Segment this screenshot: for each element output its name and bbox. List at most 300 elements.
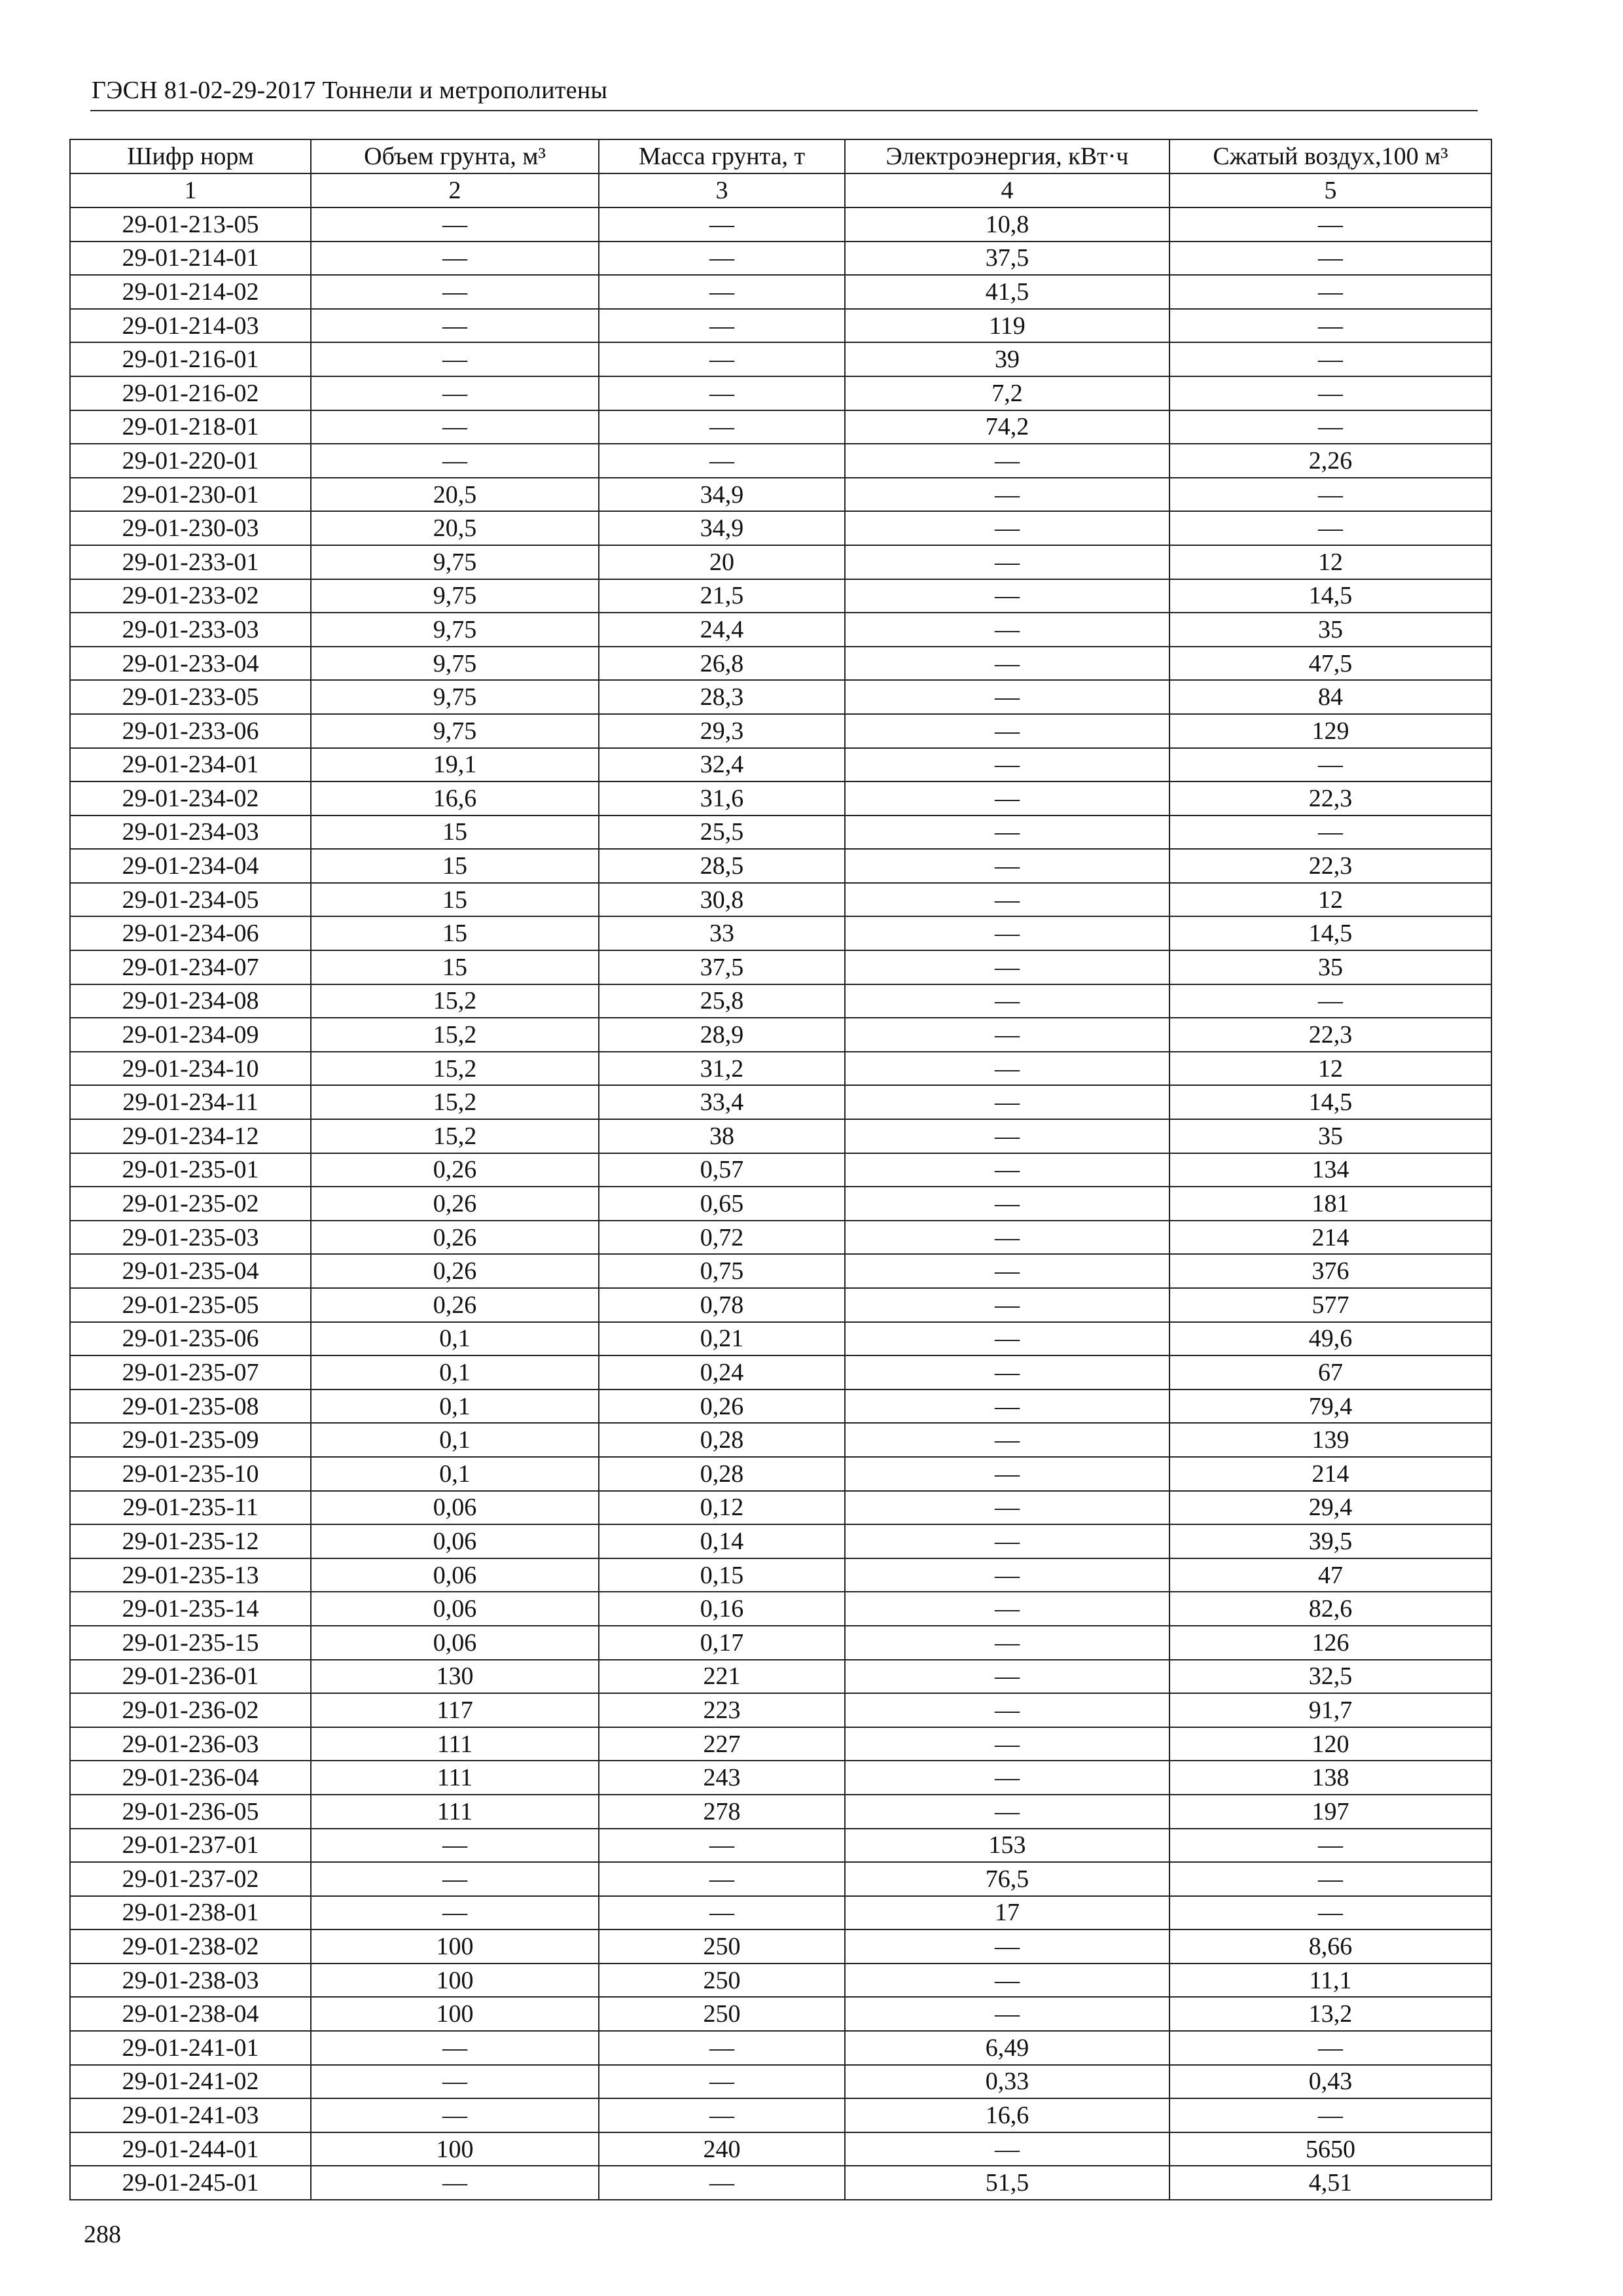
cell-soil-volume: 19,1 [311,748,599,782]
cell-code: 29-01-233-01 [70,545,311,579]
cell-code: 29-01-235-10 [70,1457,311,1491]
table-body [70,207,1491,2200]
table-row [70,444,1491,478]
table-row [70,1221,1491,1255]
cell-soil-volume: 0,06 [311,1592,599,1626]
column-number: 4 [845,173,1169,207]
cell-soil-volume: 0,1 [311,1423,599,1457]
cell-code: 29-01-230-01 [70,478,311,512]
cell-code: 29-01-237-01 [70,1829,311,1863]
cell-electricity: — [845,1119,1169,1153]
cell-soil-volume: — [311,2031,599,2065]
cell-electricity: — [845,1693,1169,1727]
cell-code: 29-01-213-05 [70,207,311,242]
cell-compressed-air: 12 [1169,545,1491,579]
cell-soil-volume: — [311,2098,599,2132]
cell-compressed-air: 49,6 [1169,1322,1491,1356]
cell-code: 29-01-235-05 [70,1288,311,1322]
cell-soil-mass: 34,9 [599,511,845,545]
cell-compressed-air: 376 [1169,1254,1491,1288]
cell-electricity: — [845,1153,1169,1187]
table-row [70,2132,1491,2166]
cell-soil-mass: 250 [599,1929,845,1964]
cell-soil-mass: — [599,2098,845,2132]
cell-electricity: — [845,545,1169,579]
table-row [70,545,1491,579]
cell-code: 29-01-236-03 [70,1727,311,1761]
cell-electricity: 41,5 [845,275,1169,309]
cell-electricity: — [845,916,1169,950]
cell-code: 29-01-220-01 [70,444,311,478]
table-row [70,1288,1491,1322]
table-row [70,1457,1491,1491]
table-row [70,1119,1491,1153]
cell-soil-volume: 9,75 [311,714,599,748]
cell-code: 29-01-235-09 [70,1423,311,1457]
cell-code: 29-01-216-01 [70,342,311,376]
cell-code: 29-01-235-04 [70,1254,311,1288]
cell-soil-volume: 9,75 [311,647,599,681]
cell-compressed-air: 8,66 [1169,1929,1491,1964]
cell-code: 29-01-234-04 [70,849,311,883]
cell-soil-mass: 37,5 [599,950,845,984]
cell-soil-mass: 33,4 [599,1085,845,1119]
cell-code: 29-01-234-01 [70,748,311,782]
running-header-title: ГЭСН 81-02-29-2017 Тоннели и метрополитены [92,77,608,104]
cell-compressed-air: — [1169,410,1491,444]
cell-electricity: — [845,647,1169,681]
cell-soil-mass: — [599,376,845,410]
cell-soil-volume: — [311,275,599,309]
cell-compressed-air: — [1169,207,1491,242]
cell-electricity: 6,49 [845,2031,1169,2065]
cell-soil-volume: 20,5 [311,478,599,512]
table-row [70,275,1491,309]
cell-compressed-air: — [1169,816,1491,850]
table-row [70,511,1491,545]
cell-soil-mass: 0,12 [599,1491,845,1525]
cell-electricity: — [845,511,1169,545]
table-row [70,1693,1491,1727]
cell-code: 29-01-238-03 [70,1964,311,1998]
cell-code: 29-01-235-11 [70,1491,311,1525]
table-row [70,1896,1491,1930]
cell-electricity: 17 [845,1896,1169,1930]
cell-soil-volume: — [311,1829,599,1863]
cell-soil-volume: 9,75 [311,579,599,613]
column-header-code: Шифр норм [70,139,311,173]
cell-electricity: — [845,444,1169,478]
table-row [70,1018,1491,1052]
table-row [70,2166,1491,2200]
column-number: 3 [599,173,845,207]
cell-soil-mass: — [599,410,845,444]
column-header-soil-mass: Масса грунта, т [599,139,845,173]
cell-soil-volume: 9,75 [311,680,599,714]
cell-compressed-air: 47,5 [1169,647,1491,681]
cell-electricity: — [845,2132,1169,2166]
cell-electricity: — [845,883,1169,917]
cell-code: 29-01-241-01 [70,2031,311,2065]
cell-electricity: 0,33 [845,2065,1169,2099]
column-number: 2 [311,173,599,207]
table-row [70,579,1491,613]
cell-compressed-air: — [1169,478,1491,512]
cell-soil-volume: 100 [311,1929,599,1964]
cell-electricity: — [845,1254,1169,1288]
cell-compressed-air: 84 [1169,680,1491,714]
cell-code: 29-01-236-05 [70,1795,311,1829]
cell-electricity: — [845,1626,1169,1660]
cell-soil-volume: 15,2 [311,1119,599,1153]
table-row [70,207,1491,242]
table-row [70,748,1491,782]
table-row [70,342,1491,376]
cell-soil-mass: 25,8 [599,984,845,1018]
cell-compressed-air: — [1169,275,1491,309]
cell-soil-mass: 0,21 [599,1322,845,1356]
cell-electricity: — [845,781,1169,816]
cell-compressed-air: 126 [1169,1626,1491,1660]
table-row [70,1592,1491,1626]
cell-code: 29-01-234-03 [70,816,311,850]
cell-compressed-air: — [1169,242,1491,276]
cell-soil-mass: 0,65 [599,1187,845,1221]
table-row [70,2098,1491,2132]
cell-compressed-air: — [1169,1896,1491,1930]
cell-soil-volume: 0,06 [311,1491,599,1525]
cell-electricity: — [845,1795,1169,1829]
cell-soil-volume: 130 [311,1660,599,1694]
table-row [70,849,1491,883]
cell-soil-mass: 20 [599,545,845,579]
cell-compressed-air: — [1169,376,1491,410]
cell-soil-volume: 15 [311,883,599,917]
cell-code: 29-01-234-07 [70,950,311,984]
table-row [70,950,1491,984]
cell-code: 29-01-236-02 [70,1693,311,1727]
table-row [70,1964,1491,1998]
cell-compressed-air: 4,51 [1169,2166,1491,2200]
cell-soil-volume: 9,75 [311,545,599,579]
cell-electricity: — [845,1929,1169,1964]
cell-electricity: — [845,984,1169,1018]
cell-soil-volume: 15 [311,816,599,850]
cell-electricity: — [845,714,1169,748]
table-row [70,1727,1491,1761]
cell-electricity: 39 [845,342,1169,376]
cell-soil-mass: 38 [599,1119,845,1153]
cell-code: 29-01-235-15 [70,1626,311,1660]
cell-soil-volume: 111 [311,1795,599,1829]
cell-soil-mass: — [599,207,845,242]
table-row [70,816,1491,850]
resource-norms-table [69,139,1492,2200]
cell-electricity: — [845,1390,1169,1424]
cell-electricity: 119 [845,309,1169,343]
cell-electricity: — [845,1660,1169,1694]
cell-soil-volume: 0,06 [311,1524,599,1558]
cell-soil-volume: — [311,376,599,410]
cell-compressed-air: 22,3 [1169,849,1491,883]
table-row [70,1626,1491,1660]
cell-compressed-air: 29,4 [1169,1491,1491,1525]
cell-electricity: 76,5 [845,1862,1169,1896]
cell-electricity: — [845,1052,1169,1086]
cell-soil-mass: 28,5 [599,849,845,883]
table-row [70,883,1491,917]
cell-soil-mass: 0,15 [599,1558,845,1592]
cell-code: 29-01-245-01 [70,2166,311,2200]
cell-soil-volume: 15 [311,849,599,883]
cell-code: 29-01-235-13 [70,1558,311,1592]
cell-soil-volume: 15,2 [311,1052,599,1086]
cell-electricity: 16,6 [845,2098,1169,2132]
cell-soil-volume: — [311,309,599,343]
cell-compressed-air: 13,2 [1169,1997,1491,2031]
cell-code: 29-01-235-07 [70,1355,311,1390]
cell-soil-mass: 278 [599,1795,845,1829]
cell-soil-mass: — [599,444,845,478]
cell-code: 29-01-236-01 [70,1660,311,1694]
cell-soil-volume: 0,26 [311,1187,599,1221]
cell-compressed-air: 12 [1169,1052,1491,1086]
cell-soil-volume: 15 [311,916,599,950]
cell-code: 29-01-214-03 [70,309,311,343]
cell-soil-mass: — [599,275,845,309]
cell-electricity: — [845,1322,1169,1356]
cell-compressed-air: 82,6 [1169,1592,1491,1626]
cell-electricity: — [845,1761,1169,1795]
cell-code: 29-01-233-06 [70,714,311,748]
cell-soil-volume: 15 [311,950,599,984]
cell-soil-volume: 15,2 [311,984,599,1018]
cell-soil-volume: 0,26 [311,1153,599,1187]
cell-electricity: 37,5 [845,242,1169,276]
cell-soil-mass: — [599,2065,845,2099]
cell-soil-volume: 16,6 [311,781,599,816]
cell-soil-volume: 100 [311,1964,599,1998]
cell-soil-mass: 0,14 [599,1524,845,1558]
table-row [70,1254,1491,1288]
table-row [70,1660,1491,1694]
page-number: 288 [84,2221,121,2248]
cell-code: 29-01-233-04 [70,647,311,681]
cell-electricity: — [845,1423,1169,1457]
cell-soil-mass: 33 [599,916,845,950]
cell-compressed-air: 0,43 [1169,2065,1491,2099]
cell-soil-mass: 240 [599,2132,845,2166]
cell-compressed-air: — [1169,1829,1491,1863]
cell-soil-volume: 0,06 [311,1626,599,1660]
cell-compressed-air: 79,4 [1169,1390,1491,1424]
cell-soil-mass: 250 [599,1997,845,2031]
cell-electricity: — [845,748,1169,782]
cell-electricity: — [845,1592,1169,1626]
cell-compressed-air: — [1169,342,1491,376]
cell-soil-volume: 0,26 [311,1221,599,1255]
cell-compressed-air: 35 [1169,950,1491,984]
cell-compressed-air: 181 [1169,1187,1491,1221]
cell-soil-volume: 0,1 [311,1322,599,1356]
cell-soil-volume: — [311,342,599,376]
cell-soil-mass: 0,28 [599,1423,845,1457]
cell-code: 29-01-233-03 [70,613,311,647]
cell-soil-volume: 100 [311,1997,599,2031]
cell-electricity: — [845,579,1169,613]
cell-code: 29-01-234-08 [70,984,311,1018]
cell-code: 29-01-234-10 [70,1052,311,1086]
cell-soil-mass: 28,3 [599,680,845,714]
table-row [70,478,1491,512]
cell-soil-volume: 0,1 [311,1355,599,1390]
cell-compressed-air: 5650 [1169,2132,1491,2166]
table-row [70,1153,1491,1187]
column-number-row [70,173,1491,207]
cell-compressed-air: 214 [1169,1457,1491,1491]
cell-soil-volume: 15,2 [311,1018,599,1052]
cell-compressed-air: 138 [1169,1761,1491,1795]
cell-electricity: — [845,1018,1169,1052]
cell-soil-volume: 0,26 [311,1288,599,1322]
cell-electricity: — [845,1491,1169,1525]
cell-compressed-air: 134 [1169,1153,1491,1187]
cell-soil-mass: — [599,309,845,343]
cell-soil-mass: 34,9 [599,478,845,512]
cell-compressed-air: 14,5 [1169,579,1491,613]
cell-code: 29-01-234-05 [70,883,311,917]
cell-soil-mass: 25,5 [599,816,845,850]
cell-soil-volume: — [311,2065,599,2099]
cell-soil-volume: — [311,1862,599,1896]
table-row [70,1390,1491,1424]
cell-soil-mass: 28,9 [599,1018,845,1052]
cell-code: 29-01-236-04 [70,1761,311,1795]
cell-code: 29-01-234-09 [70,1018,311,1052]
cell-code: 29-01-237-02 [70,1862,311,1896]
cell-electricity: — [845,1221,1169,1255]
cell-code: 29-01-238-04 [70,1997,311,2031]
cell-electricity: — [845,1288,1169,1322]
cell-soil-mass: 26,8 [599,647,845,681]
cell-soil-volume: 15,2 [311,1085,599,1119]
cell-compressed-air: — [1169,984,1491,1018]
cell-electricity: — [845,1187,1169,1221]
cell-electricity: — [845,1558,1169,1592]
cell-code: 29-01-241-03 [70,2098,311,2132]
cell-code: 29-01-214-01 [70,242,311,276]
cell-soil-volume: 0,06 [311,1558,599,1592]
cell-soil-volume: 100 [311,2132,599,2166]
table-row [70,1491,1491,1525]
cell-electricity: — [845,816,1169,850]
cell-code: 29-01-235-12 [70,1524,311,1558]
cell-electricity: 10,8 [845,207,1169,242]
table-row [70,2031,1491,2065]
cell-compressed-air: 2,26 [1169,444,1491,478]
cell-soil-mass: 0,17 [599,1626,845,1660]
cell-compressed-air: 14,5 [1169,916,1491,950]
cell-soil-mass: — [599,342,845,376]
cell-code: 29-01-235-01 [70,1153,311,1187]
cell-electricity: — [845,680,1169,714]
cell-soil-mass: 0,28 [599,1457,845,1491]
column-header-electricity: Электроэнергия, кВт·ч [845,139,1169,173]
cell-electricity: 153 [845,1829,1169,1863]
table-row [70,1997,1491,2031]
cell-code: 29-01-234-06 [70,916,311,950]
cell-compressed-air: — [1169,748,1491,782]
cell-electricity: — [845,613,1169,647]
cell-code: 29-01-234-12 [70,1119,311,1153]
table-row [70,1355,1491,1390]
cell-electricity: — [845,1727,1169,1761]
cell-soil-volume: 0,26 [311,1254,599,1288]
cell-soil-volume: — [311,2166,599,2200]
cell-compressed-air: 11,1 [1169,1964,1491,1998]
cell-electricity: — [845,950,1169,984]
table-row [70,714,1491,748]
cell-code: 29-01-238-02 [70,1929,311,1964]
cell-electricity: — [845,849,1169,883]
table-row [70,1761,1491,1795]
cell-compressed-air: 214 [1169,1221,1491,1255]
running-header [90,73,1478,111]
cell-compressed-air: 120 [1169,1727,1491,1761]
cell-soil-mass: — [599,1896,845,1930]
cell-compressed-air: 35 [1169,1119,1491,1153]
cell-soil-mass: 29,3 [599,714,845,748]
cell-electricity: — [845,1964,1169,1998]
cell-code: 29-01-218-01 [70,410,311,444]
cell-soil-volume: — [311,410,599,444]
cell-compressed-air: — [1169,2098,1491,2132]
cell-soil-mass: 223 [599,1693,845,1727]
column-header-row [70,139,1491,173]
cell-soil-volume: 0,1 [311,1390,599,1424]
cell-soil-mass: 227 [599,1727,845,1761]
cell-compressed-air: 577 [1169,1288,1491,1322]
cell-code: 29-01-234-02 [70,781,311,816]
cell-soil-mass: 24,4 [599,613,845,647]
cell-code: 29-01-214-02 [70,275,311,309]
cell-soil-mass: — [599,2031,845,2065]
cell-soil-volume: — [311,207,599,242]
cell-code: 29-01-244-01 [70,2132,311,2166]
cell-compressed-air: — [1169,2031,1491,2065]
cell-compressed-air: 14,5 [1169,1085,1491,1119]
cell-soil-volume: 20,5 [311,511,599,545]
table-row [70,376,1491,410]
cell-soil-mass: 0,57 [599,1153,845,1187]
table-row [70,984,1491,1018]
cell-compressed-air: 129 [1169,714,1491,748]
cell-soil-volume: 111 [311,1761,599,1795]
table-row [70,1558,1491,1592]
cell-electricity: — [845,1457,1169,1491]
cell-code: 29-01-235-14 [70,1592,311,1626]
cell-soil-mass: — [599,242,845,276]
cell-code: 29-01-233-05 [70,680,311,714]
cell-compressed-air: 67 [1169,1355,1491,1390]
cell-soil-volume: — [311,242,599,276]
table-row [70,916,1491,950]
cell-compressed-air: 32,5 [1169,1660,1491,1694]
cell-soil-mass: 0,75 [599,1254,845,1288]
cell-electricity: — [845,1355,1169,1390]
cell-electricity: — [845,1085,1169,1119]
table-row [70,410,1491,444]
